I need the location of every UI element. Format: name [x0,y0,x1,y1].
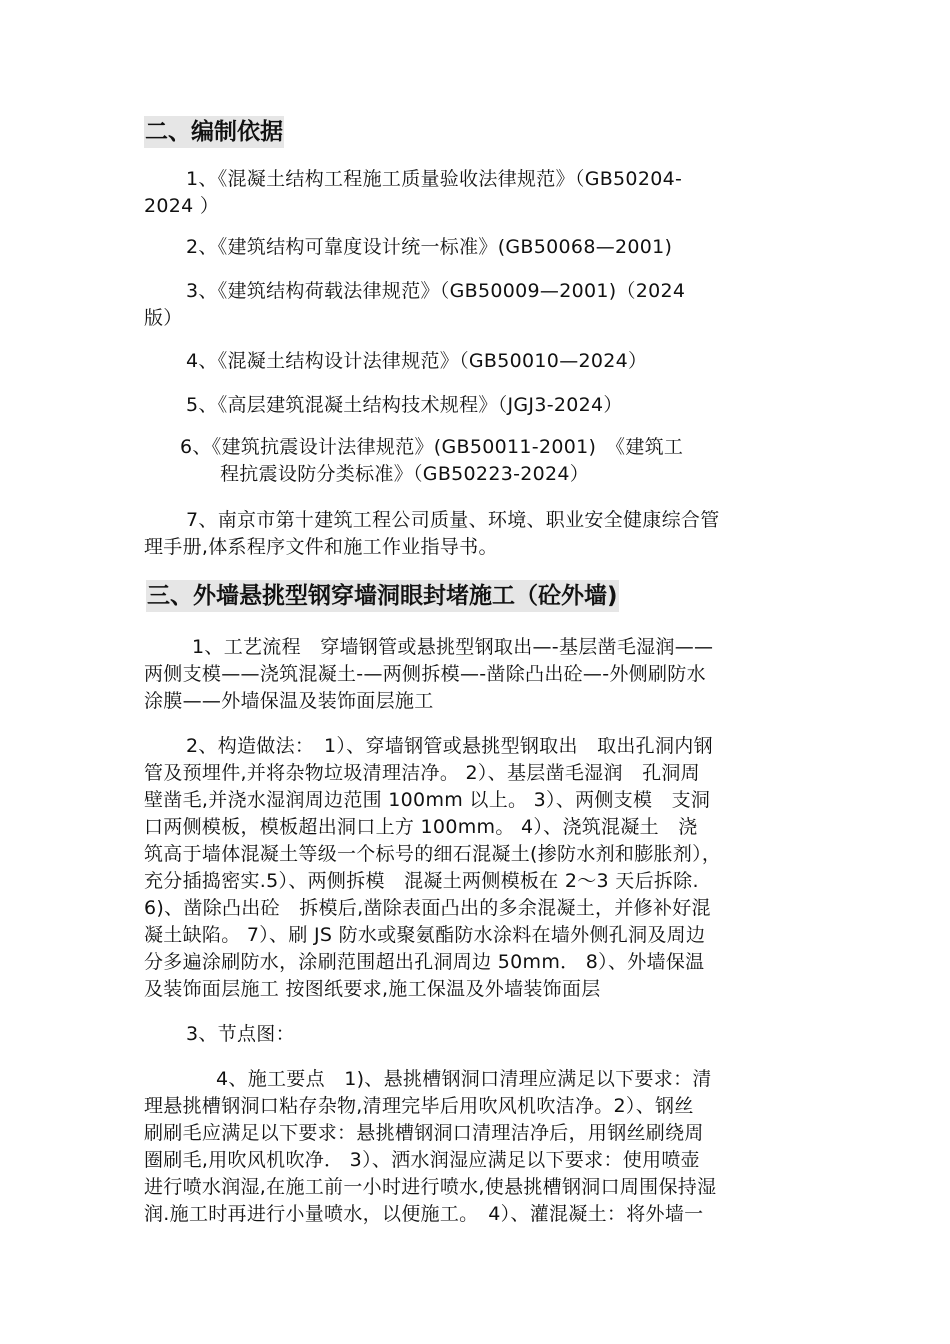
process-flow-line-3: 涂膜——外墙保温及装饰面层施工 [144,690,434,712]
basis-item-2 [144,234,810,261]
basis-item-7-line-1: 7、南京市第十建筑工程公司质量、环境、职业安全健康综合管 [186,509,720,531]
key-points-line-4: 圈刷毛,用吹风机吹净． 3）、洒水润湿应满足以下要求：使用喷壶 [144,1149,700,1171]
basis-item-1-line-1: 1、《混凝土结构工程施工质量验收法律规范》（GB50204- [186,168,683,190]
basis-item-1 [144,166,810,220]
node-diagram-line-1: 3、节点图： [186,1023,295,1045]
basis-item-4 [144,348,810,375]
construction-method-line-9: 分多遍涂刷防水，涂刷范围超出孔洞周边 50mm． 8）、外墙保温 [144,951,705,973]
basis-item-6 [180,434,850,488]
key-points-line-3: 刷刷毛应满足以下要求：悬挑槽钢洞口清理洁净后，用钢丝刷绕周 [144,1122,704,1144]
key-points-line-1: 4、施工要点 1)、悬挑槽钢洞口清理应满足以下要求：清 [216,1068,712,1090]
construction-method-line-7: 6)、凿除凸出砼 拆模后,凿除表面凸出的多余混凝土，并修补好混 [144,897,711,919]
key-points-paragraph [144,1066,810,1228]
key-points-line-2: 理悬挑槽钢洞口粘存杂物,清理完毕后用吹风机吹洁净。2）、钢丝 [144,1095,694,1117]
basis-item-2-line-1: 2、《建筑结构可靠度设计统一标准》(GB50068—2001) [186,236,673,258]
construction-method-line-1: 2、构造做法： 1）、穿墙钢管或悬挑型钢取出 取出孔洞内钢 [186,735,713,757]
basis-item-5 [144,392,810,419]
key-points-line-6: 润.施工时再进行小量喷水，以便施工。 4）、灌混凝土：将外墙一 [144,1203,704,1225]
basis-item-4-line-1: 4、《混凝土结构设计法律规范》（GB50010—2024） [186,350,648,372]
basis-item-7-line-2: 理手册,体系程序文件和施工作业指导书。 [144,536,498,558]
basis-item-3-line-2: 版） [144,307,183,329]
node-diagram-paragraph [144,1021,810,1048]
construction-method-line-4: 口两侧模板，模板超出洞口上方 100mm。 4）、浇筑混凝土 浇 [144,816,698,838]
construction-method-paragraph [144,733,810,1003]
construction-method-line-3: 壁凿毛,并浇水湿润周边范围 100mm 以上。 3）、两侧支模 支洞 [144,789,711,811]
section-heading-wall-plugging: 三、外墙悬挑型钢穿墙洞眼封堵施工（砼外墙) [146,580,619,612]
basis-item-7 [144,507,810,561]
process-flow-paragraph [144,634,810,715]
basis-item-6-line-1: 6、《建筑抗震设计法律规范》(GB50011-2001) 《建筑工 [180,436,684,458]
construction-method-line-10: 及装饰面层施工 按图纸要求,施工保温及外墙装饰面层 [144,978,601,1000]
construction-method-line-5: 筑高于墙体混凝土等级一个标号的细石混凝土(掺防水剂和膨胀剂）， [144,843,722,865]
construction-method-line-8: 凝土缺陷。 7）、刷 JS 防水或聚氨酯防水涂料在墙外侧孔洞及周边 [144,924,706,946]
process-flow-line-2: 两侧支模——浇筑混凝土-—两侧拆模—-凿除凸出砼—-外侧刷防水 [144,663,706,685]
key-points-line-5: 进行喷水润湿,在施工前一小时进行喷水,使悬挑槽钢洞口周围保持湿 [144,1176,717,1198]
basis-item-1-line-2: 2024 ） [144,195,220,217]
section-heading-basis: 二、编制依据 [144,116,284,148]
basis-item-3 [144,278,810,332]
construction-method-line-2: 管及预埋件,并将杂物垃圾清理洁净。 2）、基层凿毛湿润 孔洞周 [144,762,700,784]
construction-method-line-6: 充分插捣密实.5）、两侧拆模 混凝土两侧模板在 2～3 天后拆除. [144,870,699,892]
basis-item-6-line-2: 程抗震设防分类标准》（GB50223-2024） [220,463,590,485]
process-flow-line-1: 1、工艺流程 穿墙钢管或悬挑型钢取出—-基层凿毛湿润—— [192,636,714,658]
basis-item-3-line-1: 3、《建筑结构荷载法律规范》（GB50009—2001)（2024 [186,280,686,302]
basis-item-5-line-1: 5、《高层建筑混凝土结构技术规程》（JGJ3-2024） [186,394,623,416]
